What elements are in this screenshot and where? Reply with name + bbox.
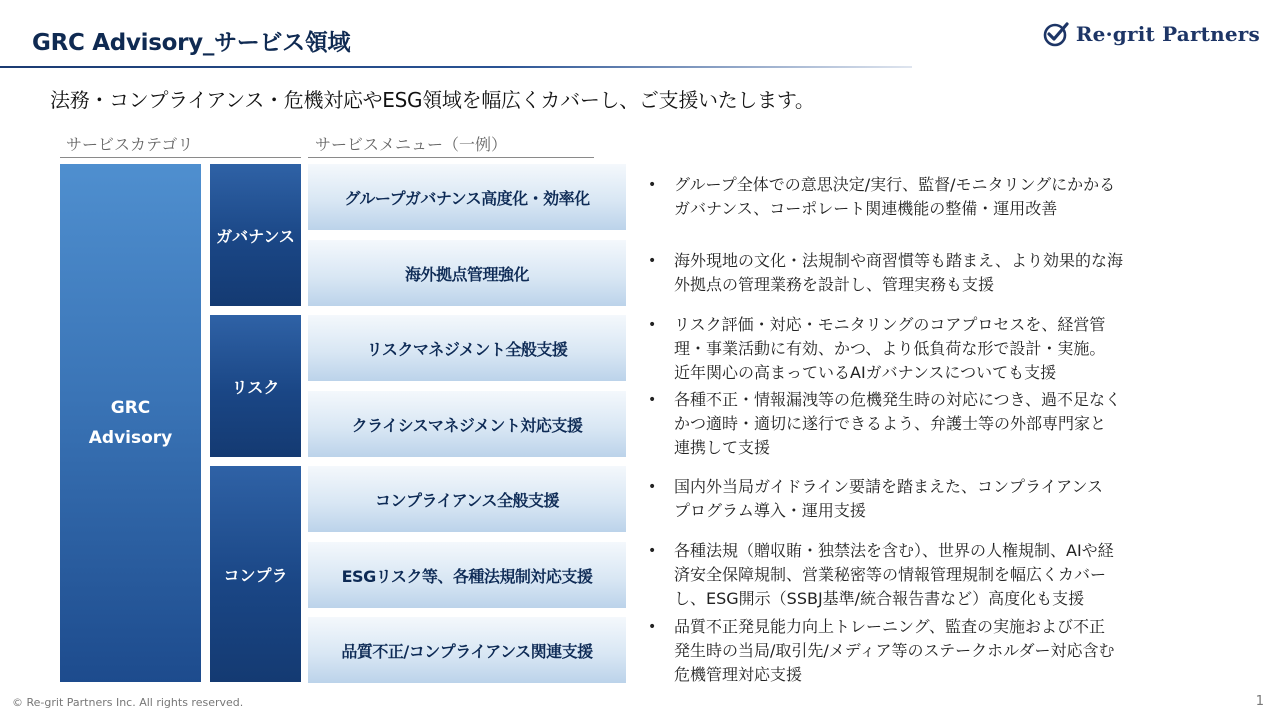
category-compliance <box>210 466 301 682</box>
description-risk-management <box>648 313 1208 385</box>
category-column-header: サービスカテゴリ <box>66 135 194 154</box>
category-label: コンプラ <box>223 565 288 585</box>
description-crisis-management <box>648 388 1208 460</box>
copyright-footer: © Re-grit Partners Inc. All rights reserved. <box>12 696 244 709</box>
menu-item: グループガバナンス高度化・効率化 <box>308 164 626 230</box>
description-bullet: • 各種不正・情報漏洩等の危機発生時の対応につき、過不足なく かつ適時・適切に遂行できるよう、弁護士等の外部専門家と 連携して支援 <box>648 388 1208 460</box>
description-quality-misconduct <box>648 615 1208 687</box>
check-shield-icon <box>1042 20 1070 48</box>
category-governance <box>210 164 301 306</box>
subtitle: 法務・コンプライアンス・危機対応やESG領域を幅広くカバーし、ご支援いたします。 <box>50 88 815 112</box>
menu-item: ESGリスク等、各種法規制対応支援 <box>308 542 626 608</box>
description-bullet: • 品質不正発見能力向上トレーニング、監査の実施および不正 発生時の当局/取引先/メディア等のステークホルダー対応含む 危機管理対応支援 <box>648 615 1208 687</box>
description-compliance <box>648 475 1208 523</box>
page-number: 1 <box>1255 694 1264 709</box>
logo-text: Re·grit Partners <box>1075 22 1260 46</box>
description-bullet: • 国内外当局ガイドライン要請を踏まえた、コンプライアンス プログラム導入・運用支援 <box>648 475 1208 523</box>
grc-label-line1: GRC <box>110 398 151 418</box>
category-risk <box>210 315 301 457</box>
title-underline <box>0 66 912 68</box>
menu-item: 海外拠点管理強化 <box>308 240 626 306</box>
menu-item: リスクマネジメント全般支援 <box>308 315 626 381</box>
description-bullet: • グループ全体での意思決定/実行、監督/モニタリングにかかる ガバナンス、コーポレート関連機能の整備・運用改善 <box>648 173 1208 221</box>
description-bullet: • 海外現地の文化・法規制や商習慣等も踏まえ、より効果的な海 外拠点の管理業務を設計し、管理実務も支援 <box>648 249 1208 297</box>
menu-column-header: サービスメニュー（一例） <box>315 135 508 154</box>
grc-advisory-block <box>60 164 201 682</box>
menu-header-rule <box>308 157 594 158</box>
category-label: リスク <box>231 377 280 397</box>
menu-item: コンプライアンス全般支援 <box>308 466 626 532</box>
description-esg-regulation <box>648 539 1208 611</box>
company-logo <box>1042 20 1260 48</box>
description-bullet: • 各種法規（贈収賄・独禁法を含む）、世界の人権規制、AIや経 済安全保障規制、営業秘密等の情報管理規制を幅広くカバー し、ESG開示（SSBJ基準/統合報告書など）高度化も支援 <box>648 539 1208 611</box>
description-governance-group <box>648 173 1208 221</box>
category-label: ガバナンス <box>216 226 295 246</box>
menu-item: 品質不正/コンプライアンス関連支援 <box>308 617 626 683</box>
grc-label-line2: Advisory <box>88 428 173 448</box>
description-overseas <box>648 249 1208 297</box>
category-header-rule <box>60 157 301 158</box>
description-bullet: • リスク評価・対応・モニタリングのコアプロセスを、経営管 理・事業活動に有効、かつ、より低負荷な形で設計・実施。 近年関心の高まっているAIガバナンスについても支援 <box>648 313 1208 385</box>
menu-item: クライシスマネジメント対応支援 <box>308 391 626 457</box>
page-title: GRC Advisory_サービス領域 <box>32 30 351 56</box>
